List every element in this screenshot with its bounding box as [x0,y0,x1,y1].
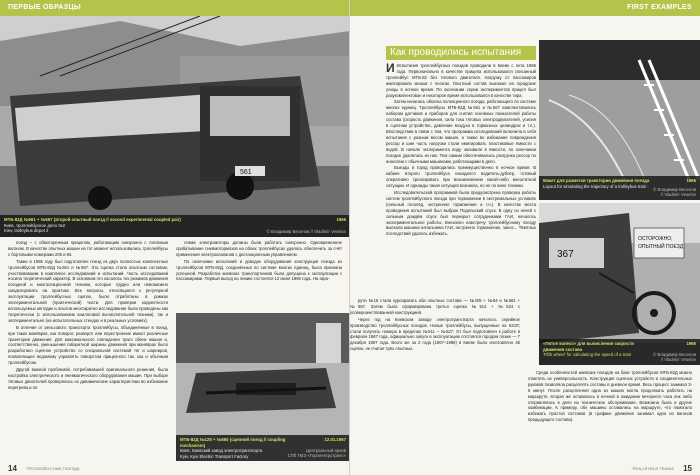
paragraph: По окончании испытаний и доводок оборудования конструкция поезда из троллейбусов МТБ-82Д, соединённых по системе многих единиц, была признана успешной. Разработка киевских транспортников была допущена к эксплуатации с пассажирами. Первый выход на линию состоялся 12 июня 1966 года. На экра- [176,258,342,282]
caption-line: Kiev, trolleybus depot 2 [4,228,49,234]
credit-line: © Владимир Веселов [653,351,696,357]
caption-line: 'Fifth wheel' for calculating the speed of a train [543,352,632,358]
page-number-right: 15 [683,464,692,473]
paragraph: Через год на Киевском заводе электротранспорта началось серийное производство троллейбусных поездов. Новые троллейбусы, выпущенные на КЗЭТ, стали получать номера в пределах №511 – №527. От был подготовлен к работе в феврале 1967 года, официально запуск в эксплуатацию состоялся городом позже — 7 декабря 1967 года. Всего же за 2 года (1967–1968) в Киеве было изготовлено 46 сцепок, не считая трёх опытных. [350,316,520,352]
caption-line: Layout for simulating the trajectory of a trolleybus train [543,183,647,189]
running-head-left: ПЕРВЫЕ ОБРАЗЦЫ [0,0,350,16]
paragraph: Среди особенностей киевских поездов на базе троллейбусов МТБ-82Д можно отметить их универсальность. Конструкция сцепных устройств и соединительных рукавов позволяла расцеплять составы в дневное время. Весь процесс занимал 3-5 минут. После расцепления одна из машин могла продолжать работать на маршруте, вторая же оставалась в ночной в ожидании вечернего часа пик либо отправлялась в депо на техническое обслуживание. Возможна была и другие комбинации. К примеру, обе машины оставались на маршруте, что помогало избежать простоя составов (в графике движения занимал одно из вагонов предыдущего состава). [528,370,692,423]
photo-trolleybus-train [0,16,350,237]
credit-line: // Vladimir Veselov [660,357,696,363]
right-text-column-1 [386,63,536,295]
caption-year: 1965 [686,341,696,346]
paragraph: рути №16 стали курсировать оба опытных состава — №205 + №84 и №561 + №567. Затем была сформирована третья сцепка №512 + №524 с усовершенствованной конструкцией. [350,298,520,315]
bus-number: 367 [557,249,574,260]
page-number-left: 14 [8,464,17,473]
paragraph: Выезды в город проводились преимущественно в ночное время. В кабине второго троллейбуса находился водитель-дублёр, готовый оперативно среагировать при возникновении какой-либо внештатной ситуации. И однажды такая ситуация возникла, но не по вине техники. [386,165,536,189]
paragraph: поезд – с обмоторенным прицепом, работающим синхронно с головным вагоном. В качестве опытных машин на тот момент использовались троллейбусы с бортовыми номерами 205 и 84. [8,240,168,257]
caption-line: Kyiv, Kyiv Electric Transport Factory [180,453,249,459]
caption-credit [653,187,696,198]
caption-credit [288,448,346,459]
photo-bottom-caption [176,435,350,461]
caption-line: Киев, Киевский завод электротранспорта [180,448,263,454]
right-photo-top-caption [539,176,700,200]
caption-title: МТБ-82Д №128 + №560 (сцепной поезд // coupling mechanism) [180,437,286,448]
caption-credit [653,352,696,363]
paragraph: ломке электромоторы должны были работать синхронно. Одновременное срабатывание пневмотормозов на обоих троллейбусах удалось обеспечить за счёт применения электроклапанов с дистанционным управлением. [176,240,342,257]
right-footer [350,461,700,475]
caption-title: Макет для разметки траектории движения поезда [543,178,650,183]
warning-sign-text: ОПЫТНЫЙ ПОЕЗД [638,244,684,250]
trolleybus-photo-drawing [0,16,350,237]
running-head-right: FIRST EXAMPLES [350,0,700,16]
photo-fifth-wheel [539,203,700,365]
paragraph: Другой важной проблемой, потребовавшей оригинального решения, была настройка электрического и пневматического оборудования машин. При выборе тяговых двигателей проверялись их динамические характеристики во избежание перегрева и по [8,367,168,390]
right-photo-bottom-caption [539,339,700,365]
caption-line: Киев, троллейбусное депо №2 [4,222,66,228]
paragraph: Затем начались обкатка полноценного поезда, работающего по системе многих единиц. Троллейбусы МТБ-82Д №561 и №567 комплектовались набором датчиков и приборов для снятия основных показателей работы состава (скорость движения, сила тока тяговых электродвигателей, усилия в сцепном устройстве, давление воздуха в тормозных цилиндрах и т.п.). Впоследствии в связи с тем, что программа исследований включила в себя испытания с разным весом машин, а также во избежание повреждения рессор и шин часть нагрузки стали имитировать пластиковые ёмкости с водой. В начале эксперимента воду заливали в ёмкости, по окончании поездок удалялась из них. Тем самым обеспечивалась разгрузка рессор по аналогии с обычными машинами, работающими в депо. [386,99,536,164]
photo-top-caption [0,215,350,237]
paragraph: Также в 1965 году был подготовлен поезд из двух полностью комплектных троллейбусов МТБ-82Д №561 и №567. Эта сцепка стала опытным составом, участвовавшим в комплексе исследований и испытаний. Часть исследований носила теоретический характер. В основном это касалось тех режимов движения поездной и многосекционной техники, которые трудно или невозможно смоделировать на практике. Все вопросы, относящиеся к регулярной эксплуатации троллейбусных сцепок, были отработаны в рамках экспериментальной (практической) части. Для проверки корректности используемых методик и опытов многократно исследования были проведены как теоретически (с использованием аналоговой вычислительной техники), так и экспериментально (на испытательных стендах и в реальных условиях). [8,258,168,323]
right-page [350,0,700,475]
credit-line: Центральный архив [305,447,346,453]
caption-title: МТБ-82Д №561 + №567 (второй опытный поезд // second experimental coupled pair) [4,217,181,222]
svg-text:561: 561 [240,169,252,176]
caption-credit: © Владимир Веселов // Vladimir Veselov [266,229,346,235]
drop-cap: И [386,63,395,75]
photo-coupling-mechanism [176,313,350,461]
paragraph: В отличие от рельсового транспорта троллейбусы, объединённые в поезд, при таких манёврах, как поворот, разворот или перестроение имеют различные траектории движения. Для максимального совпадения трасс обеих машин и, соответственно, уменьшения габаритной ширины движения при манёврах было разработано сцепное устройство со специальной системой тяг и шарниров, позволяющее ведомому управлять поворотом прицепного так, как и обычным троллейбусом. [8,324,168,366]
caption-year: 12.01.1967 [324,437,346,442]
left-text-column-1 [8,240,168,455]
caption-year: 1966 [336,217,346,222]
credit-line: © Владимир Веселов [653,186,696,192]
paragraph-text: Испытания троллейбусных поездов проводили в Киеве с лета 1965 года. Первоначально в качестве прицепа использовался списанный троллейбус МТБ-82 без тягового двигателя. Нагрузку от пассажиров имитировали мешки с песком. Опытный состав выезжал на городские улицы в ночное время. По окончании серии экспериментов прицеп был разукомплектован и некоторое время использовался в качестве тира. [386,63,536,98]
right-text-column-2 [350,298,520,458]
caption-title: «Пятое колесо» для вычисления скорости движения состава [543,341,634,352]
left-footer [0,461,350,475]
paragraph [386,63,536,98]
credit-line: // Vladimir Veselov [660,192,696,198]
footer-label-right: TROLLEYBUS TRAINS [631,466,674,471]
left-text-column-2 [176,240,342,310]
right-text-column-3 [528,370,692,460]
section-title: Как проводились испытания [386,46,536,60]
caption-year: 1965 [686,178,696,183]
paragraph: Исследовательской программой была предусмотрена проверка работы систем троллейбусного поезда при торможении в экстремальных условиях (сильный гололёд, экстренное торможение и т.п.). В качестве места проведения испытаний был выбран Подольский спуск. В одну из ночей с сильным дождём спуск был перекрыт сотрудниками ГАИ, началось экспериментальное работы. Внезапно навстречу троллейбусному поезду выехала машина начальника ГАИ, экстренно торможение, занос... Тяжёлых последствий удалось избежать. [386,190,536,237]
warning-sign-text: ОСТОРОЖНО, [638,236,673,242]
photo-trajectory-layout [539,40,700,200]
footer-label-left: ТРОЛЛЕЙБУСНЫЕ ПОЕЗДА [26,466,80,471]
credit-line: СПб ГМЭ «Горэлектротранс» [287,453,346,459]
